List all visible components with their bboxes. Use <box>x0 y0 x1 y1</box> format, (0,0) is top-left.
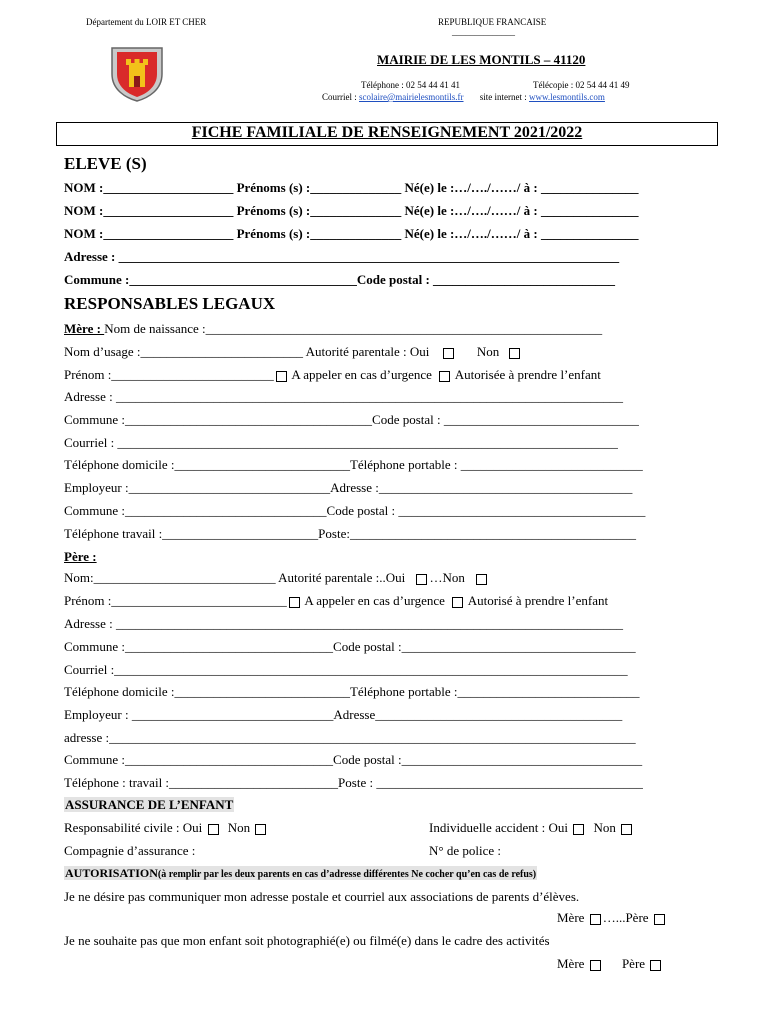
responsables-heading: RESPONSABLES LEGAUX <box>64 294 276 313</box>
q2-mere-checkbox[interactable] <box>590 960 601 971</box>
mere-commune-field[interactable]: Commune :______________________________________Code postal : ______________________________ <box>64 412 639 427</box>
eleve-row-3[interactable]: NOM :____________________ Prénoms (s) :______________ Né(e) le :…/…./……/ à : _______________ <box>64 226 639 241</box>
police-field[interactable]: N° de police : <box>429 843 501 858</box>
q2-choices <box>557 956 663 972</box>
coat-of-arms-icon <box>108 46 166 102</box>
mere-label: Mère : <box>64 321 105 336</box>
eleves-heading: ELEVE (S) <box>64 154 147 173</box>
pere-prenom-line <box>64 593 608 609</box>
compagnie-field[interactable]: Compagnie d’assurance : <box>64 843 196 858</box>
pere-tel-domicile-field[interactable]: Téléphone domicile :___________________________Téléphone portable :____________________________ <box>64 684 640 699</box>
q1-mere-label: Mère <box>557 910 585 925</box>
pere-adresse2-field[interactable]: adresse :_________________________________________________________________________________ <box>64 730 636 745</box>
mere-employeur-field[interactable]: Employeur :_______________________________Adresse :_______________________________________ <box>64 480 633 495</box>
departement-text: Département du LOIR ET CHER <box>86 17 207 27</box>
pere-appeler-label: A appeler en cas d’urgence <box>304 593 445 608</box>
mere-tel-domicile-field[interactable]: Téléphone domicile :___________________________Téléphone portable : ____________________________ <box>64 457 643 472</box>
site-link[interactable]: www.lesmontils.com <box>529 92 605 102</box>
contact-line <box>322 92 605 102</box>
mere-prenom-line <box>64 367 601 383</box>
autorisation-q1: Je ne désire pas communiquer mon adresse postale et courriel aux associations de parents d’élèves. <box>64 889 580 904</box>
autorisation-heading-text: AUTORISATION <box>65 866 158 880</box>
mere-appeler-checkbox[interactable] <box>276 371 287 382</box>
q1-pere-label: …...Père <box>602 910 649 925</box>
page-title: FICHE FAMILIALE DE RENSEIGNEMENT 2021/2022 <box>191 124 583 141</box>
mere-commune2-field[interactable]: Commune :_______________________________Code postal : ______________________________________ <box>64 503 646 518</box>
mere-autorisee-label: Autorisée à prendre l’enfant <box>454 367 601 382</box>
assurance-individuelle-line <box>429 820 634 836</box>
pere-nom-field[interactable]: Nom:____________________________ Autorité parentale :..Oui <box>64 570 406 585</box>
pere-courriel-field[interactable]: Courriel :_______________________________________________________________________________ <box>64 662 628 677</box>
republique-text: REPUBLIQUE FRANCAISE <box>438 17 547 27</box>
mere-tel-travail-field[interactable]: Téléphone travail :________________________Poste:____________________________________________ <box>64 526 636 541</box>
pere-autorite-non-label: …Non <box>429 570 465 585</box>
eleve-row-2[interactable]: NOM :____________________ Prénoms (s) :______________ Né(e) le :…/…./……/ à : _______________ <box>64 203 639 218</box>
mere-naissance-field[interactable]: Nom de naissance :_____________________________________________________________ <box>104 321 603 336</box>
pere-commune-field[interactable]: Commune :________________________________Code postal :____________________________________ <box>64 639 636 654</box>
site-label: site internet : <box>479 92 530 102</box>
pere-label: Père : <box>64 549 97 564</box>
mere-autorite-oui-checkbox[interactable] <box>443 348 454 359</box>
mere-usage-line <box>64 344 522 360</box>
autorisation-note: (à remplir par les deux parents en cas d’adresse différentes Ne cocher qu’en cas de refus) <box>157 869 537 880</box>
pere-commune2-field[interactable]: Commune :________________________________Code postal :_____________________________________ <box>64 752 643 767</box>
pere-adresse-field[interactable]: Adresse : ______________________________________________________________________________ <box>64 616 623 631</box>
q2-mere-label: Mère <box>557 956 585 971</box>
mere-autorite-non-label: Non <box>476 344 500 359</box>
individuelle-non-checkbox[interactable] <box>621 824 632 835</box>
pere-nom-line <box>64 570 489 586</box>
courriel-label: Courriel : <box>322 92 359 102</box>
telephone-text: Téléphone : 02 54 44 41 41 <box>361 80 460 90</box>
q2-pere-label: Père <box>621 956 646 971</box>
mere-usage-field[interactable]: Nom d’usage :_________________________ Autorité parentale : Oui <box>64 344 430 359</box>
eleve-commune-field[interactable]: Commune :___________________________________Code postal : ____________________________ <box>64 272 616 287</box>
pere-employeur-field[interactable]: Employeur : _______________________________Adresse______________________________________ <box>64 707 623 722</box>
assurance-heading <box>64 797 234 813</box>
autorisation-heading <box>64 866 537 881</box>
mere-appeler-label: A appeler en cas d’urgence <box>291 367 432 382</box>
mere-naissance-line[interactable] <box>64 321 602 337</box>
pere-autorite-non-checkbox[interactable] <box>476 574 487 585</box>
assurance-heading-text: ASSURANCE DE L’ENFANT <box>65 797 234 812</box>
courriel-link[interactable]: scolaire@mairielesmontils.fr <box>359 92 464 102</box>
pere-autorise-checkbox[interactable] <box>452 597 463 608</box>
pere-autorise-label: Autorisé à prendre l’enfant <box>467 593 609 608</box>
civile-non-label: Non <box>227 820 251 835</box>
telecopie-text: Télécopie : 02 54 44 41 49 <box>533 80 630 90</box>
eleve-row-1[interactable]: NOM :____________________ Prénoms (s) :______________ Né(e) le :…/…./……/ à : _______________ <box>64 180 639 195</box>
civile-oui-label: Responsabilité civile : Oui <box>64 820 203 835</box>
pere-autorite-oui-checkbox[interactable] <box>416 574 427 585</box>
mere-prenom-field[interactable]: Prénom :_________________________ <box>64 367 274 382</box>
q1-mere-checkbox[interactable] <box>590 914 601 925</box>
assurance-civile-line <box>64 820 268 836</box>
individuelle-non-label: Non <box>593 820 616 835</box>
mere-autorite-non-checkbox[interactable] <box>509 348 520 359</box>
civile-non-checkbox[interactable] <box>255 824 266 835</box>
mere-autorisee-checkbox[interactable] <box>439 371 450 382</box>
republique-rule: ______________ <box>452 27 515 37</box>
autorisation-q2: Je ne souhaite pas que mon enfant soit photographié(e) ou filmé(e) dans le cadre des activités <box>64 933 550 948</box>
pere-appeler-checkbox[interactable] <box>289 597 300 608</box>
individuelle-oui-checkbox[interactable] <box>573 824 584 835</box>
eleve-adresse-field[interactable]: Adresse : _____________________________________________________________________________ <box>64 249 620 264</box>
pere-tel-travail-field[interactable]: Téléphone : travail :__________________________Poste : _________________________________________ <box>64 775 643 790</box>
individuelle-oui-label: Individuelle accident : Oui <box>429 820 568 835</box>
civile-oui-checkbox[interactable] <box>208 824 219 835</box>
q1-choices <box>557 910 667 926</box>
q1-pere-checkbox[interactable] <box>654 914 665 925</box>
q2-pere-checkbox[interactable] <box>650 960 661 971</box>
mere-adresse-field[interactable]: Adresse : ______________________________________________________________________________ <box>64 389 623 404</box>
mere-courriel-field[interactable]: Courriel : _____________________________________________________________________________ <box>64 435 618 450</box>
pere-prenom-field[interactable]: Prénom :___________________________ <box>64 593 287 608</box>
mairie-title: MAIRIE DE LES MONTILS – 41120 <box>377 52 586 67</box>
